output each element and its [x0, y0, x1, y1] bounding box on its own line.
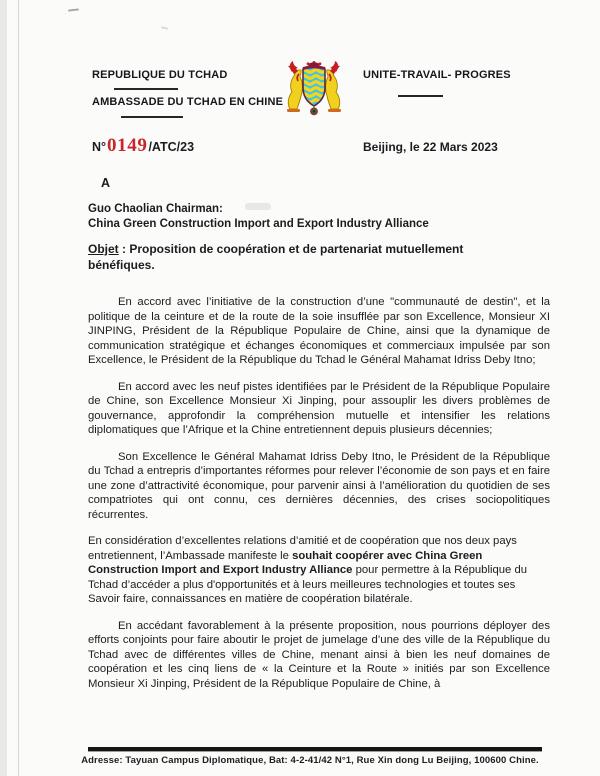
letterhead-motto-underline: [398, 95, 443, 97]
subject-label: Objet: [88, 242, 119, 256]
reference-suffix: /ATC/23: [148, 140, 195, 154]
subject-text-line2: bénéfiques.: [88, 258, 155, 272]
letterhead-country: REPUBLIQUE DU TCHAD: [92, 69, 228, 81]
letterhead-embassy: AMBASSADE DU TCHAD EN CHINE: [92, 96, 284, 108]
recipient-organization: China Green Construction Import and Export Industry Alliance: [88, 217, 429, 230]
reference-number: 0149: [107, 135, 148, 156]
reference-prefix: N°: [92, 140, 107, 154]
paragraph-segment: En considération d’excellentes relations d’amitié et de coopération que nos deux pays entretiennent, l’Ambassade manifeste le: [88, 535, 517, 562]
footer-rule: [88, 747, 542, 752]
paragraph: [88, 619, 550, 692]
paragraph-segment: pour permettre à la République du Tchad d’accéder a plus d'opportunités et à leurs meilleures technologies et toutes ses Savoir faire, connaissances en matière de coopération bilatérale.: [88, 564, 528, 605]
chad-coat-of-arms-icon: [278, 60, 350, 116]
paragraph-segment: Son Excellence le Général Mahamat Idriss Deby Itno, le Président de la République du Tchad a entrepris d’importantes réformes pour relever l’économie de son pays et en faire une zone d’attractivité économique, pour parvenir ainsi à l’amélioration du quotidien de ses compatriotes qui ont connu, ces dernières décennies, des crises sociopolitiques récurrentes.: [88, 450, 550, 521]
paragraph-segment: En accédant favorablement à la présente proposition, nous pourrions déployer des efforts conjoints pour faire aboutir le projet de jumelage d’une des ville de la République du Tchad avec de différentes villes de Chine, menant ainsi à bien les neuf domaines de coopération et les cinq liens de « la Ceinture et la Route » initiés par son Excellence Monsieur Xi Jinping, Président de la République Populaire de Chine, à: [88, 619, 550, 690]
letterhead-motto: UNITE-TRAVAIL- PROGRES: [363, 69, 511, 81]
paragraph-bold-segment: souhait coopérer avec China Green Construction Import and Export Industry Alliance: [88, 549, 483, 576]
scan-page-edge-line: [18, 0, 19, 776]
paragraph: [88, 295, 550, 368]
paragraph-segment: En accord avec les neuf pistes identifiées par le Président de la République Populaire de Chine, son Excellence Monsieur Xi Jinping, pour assouplir les divers problèmes de gouvernance, approfondir la compréhension mutuelle et intensifier les relations diplomatiques que l’Afrique et la Chine entretiennent depuis plusieurs décennies;: [88, 380, 550, 436]
paragraph: [88, 534, 550, 607]
paragraph: [88, 380, 550, 438]
letterhead-embassy-underline: [121, 116, 183, 118]
paragraph: [88, 450, 550, 523]
subject-line: [88, 241, 548, 273]
recipient-block: [88, 202, 429, 231]
letterhead-country-underline: [114, 88, 178, 90]
scan-mark: [68, 8, 79, 11]
dateline: Beijing, le 22 Mars 2023: [363, 140, 498, 154]
subject-text-line1: : Proposition de coopération et de partenariat mutuellement: [118, 242, 464, 256]
scan-mark: [161, 26, 168, 29]
salutation-to: A: [101, 176, 111, 190]
reference-line: [92, 136, 194, 155]
footer-address: Adresse: Tayuan Campus Diplomatique, Bat: 4-2-41/42 N°1, Rue Xin dong Lu Beijing, 100600 Chine.: [81, 755, 539, 766]
letter-body: [88, 295, 550, 747]
paragraph-segment: En accord avec l’initiative de la construction d’une "communauté de destin", et la politique de la ceinture et de la route de la soie insufflée par son Excellence, Monsieur XI JINPING, Président de la République Populaire de Chine, ainsi que la dynamique de communication stratégique et échanges économiques et commerciaux impulsée par son Excellence, le Président de la République du Tchad le Général Mahamat Idriss Deby Itno;: [88, 296, 550, 366]
recipient-name: Guo Chaolian Chairman:: [88, 203, 223, 215]
scan-left-edge-strip: [0, 0, 7, 776]
